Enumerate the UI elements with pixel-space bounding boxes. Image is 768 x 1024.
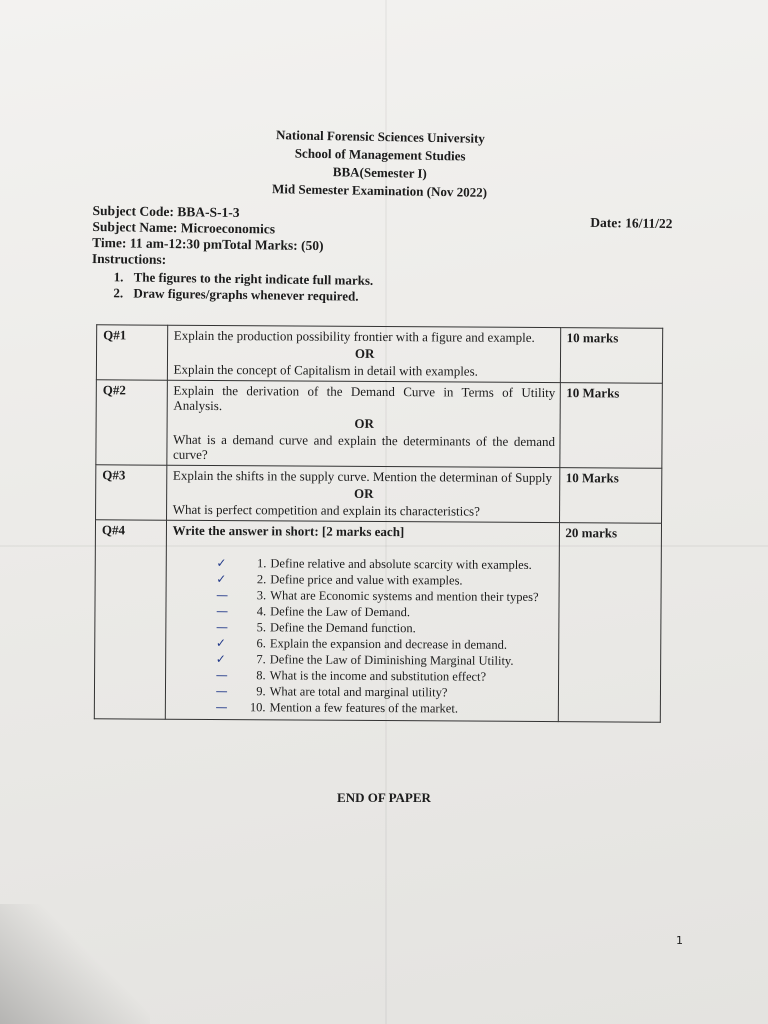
exam-meta	[91, 203, 672, 309]
end-of-paper: END OF PAPER	[337, 790, 431, 805]
page-number: 1	[676, 934, 683, 947]
dash-mark-icon: —	[216, 588, 229, 603]
exam-title: Mid Semester Examination (Nov 2022)	[271, 181, 488, 200]
corner-shadow	[0, 904, 150, 1024]
question-marks: 20 marks	[558, 523, 662, 723]
short-answer-item: — 10. Mention a few features of the market.	[215, 700, 459, 716]
instruction-item: 2. Draw figures/graphs whenever required.	[113, 285, 359, 304]
question-row	[96, 465, 662, 523]
school-name: School of Management Studies	[294, 145, 466, 164]
program-name: BBA(Semester I)	[332, 164, 427, 181]
short-answer-item: ✓ 2. Define price and value with examples.	[216, 572, 463, 588]
dash-mark-icon: —	[215, 620, 229, 635]
dash-mark-icon: —	[215, 684, 228, 699]
question-row	[94, 520, 661, 722]
dash-mark-icon: —	[216, 604, 229, 619]
question-number: Q#4	[94, 520, 166, 719]
question-row	[96, 380, 663, 468]
question-number: Q#3	[96, 465, 167, 520]
short-answer-item: — 3. What are Economic systems and mention their types?	[216, 588, 539, 604]
short-answer-item: ✓ 1. Define relative and absolute scarcity with examples.	[216, 556, 532, 572]
questions-table	[94, 324, 663, 722]
question-marks: 10 Marks	[559, 383, 662, 469]
question-row	[96, 325, 662, 383]
question-number: Q#2	[96, 380, 167, 465]
subject-name: Subject Name: Microeconomics	[92, 218, 276, 237]
check-mark-icon: ✓	[215, 652, 226, 667]
exam-date: Date: 16/11/22	[590, 214, 673, 232]
question-part-a: Explain the derivation of the Demand Curve in Terms of Utility Analysis.	[173, 382, 556, 414]
question-body	[166, 380, 559, 467]
dash-mark-icon: —	[215, 700, 228, 715]
check-mark-icon: ✓	[216, 572, 227, 587]
question-body	[166, 465, 559, 522]
short-answer-heading: Write the answer in short: [2 marks each]	[172, 522, 405, 540]
question-body	[165, 520, 559, 721]
short-answer-item: — 4. Define the Law of Demand.	[216, 604, 411, 620]
instruction-item: 1. The figures to the right indicate full marks.	[113, 269, 374, 288]
short-answer-item: ✓ 6. Explain the expansion and decrease in demand.	[215, 636, 508, 652]
question-body	[167, 325, 560, 382]
instructions-label: Instructions:	[91, 250, 167, 267]
check-mark-icon: ✓	[215, 636, 227, 651]
short-answer-item: — 5. Define the Demand function.	[215, 620, 416, 636]
short-answer-list	[171, 556, 554, 716]
question-marks: 10 Marks	[559, 468, 662, 524]
dash-mark-icon: —	[215, 668, 228, 683]
question-number: Q#1	[96, 325, 167, 380]
subject-code: Subject Code: BBA-S-1-3	[92, 202, 240, 221]
question-part-b: What is perfect competition and explain its characteristics?	[172, 501, 480, 519]
short-answer-item: — 8. What is the income and substitution effect?	[215, 668, 487, 684]
question-part-b: What is a demand curve and explain the determinants of the demand curve?	[173, 431, 556, 462]
or-separator: OR	[354, 415, 374, 431]
short-answer-item: ✓ 7. Define the Law of Diminishing Marginal Utility.	[215, 652, 514, 668]
question-part-a: Explain the shifts in the supply curve. Mention the determinan of Supply	[172, 467, 553, 486]
or-separator: OR	[353, 485, 374, 501]
time-and-marks: Time: 11 am-12:30 pmTotal Marks: (50)	[92, 234, 324, 254]
short-answer-item: — 9. What are total and marginal utility?	[215, 684, 448, 700]
question-part-b: Explain the concept of Capitalism in detail with examples.	[173, 361, 478, 379]
exam-header	[199, 125, 560, 203]
question-marks: 10 marks	[560, 328, 663, 384]
university-name: National Forensic Sciences University	[275, 127, 486, 146]
or-separator: OR	[354, 345, 375, 361]
question-part-a: Explain the production possibility frontier with a figure and example.	[173, 327, 535, 345]
instructions-list	[113, 269, 671, 309]
check-mark-icon: ✓	[216, 556, 227, 571]
